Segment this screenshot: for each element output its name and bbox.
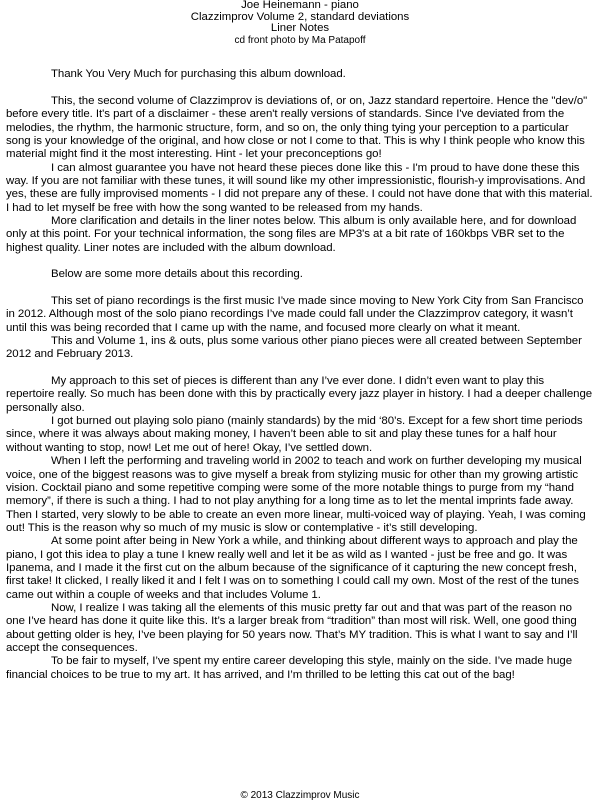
paragraph-thank-you: Thank You Very Much for purchasing this album download.: [51, 68, 346, 81]
paragraph: To be fair to myself, I’ve spent my entire career developing this style, mainly on the side. I’ve made huge financial choices to be true to my art. It has arrived, and I’m thrilled to be letting this cat out of the bag!: [6, 655, 573, 681]
paragraph: This and Volume 1, ins & outs, plus some various other piano pieces were all created between September 2012 and February 2013.: [6, 335, 582, 361]
paragraph: I can almost guarantee you have not heard these pieces done like this - I'm proud to have done these this way. If you are not familiar with these tunes, it will sound like my other impressionistic, flourish-y improvisations. And yes, these are fully improvised moments - I did not prepare any of these. I could not have done that with this material. I had to let myself be free with how the song wanted to be released from my hands.: [6, 161, 593, 214]
liner-notes-title: Liner Notes: [270, 22, 330, 35]
copyright-footer: © 2013 Clazzimprov Music: [240, 790, 360, 801]
paragraph: More clarification and details in the liner notes below. This album is only available here, and for download only at this point. For your technical information, the song files are MP3's at a bit rate of 160kbps VBR set to the highest quality. Liner notes are included with the album download.: [6, 214, 577, 254]
paragraph: Now, I realize I was taking all the elements of this music pretty far out and that was part of the reason no one I’ve heard has done it quite like this. It’s a larger break from “tradition” than most will risk. Well, one good thing about getting older is hey, I’ve been playing for 50 years now. That’s MY tradition. This is what I want to say and I’ll accept the consequences.: [6, 601, 578, 654]
paragraph: When I left the performing and traveling world in 2002 to teach and work on further developing my musical voice, one of the biggest reasons was to give myself a break from stylizing music for other than my growing artistic vision. Cocktail piano and some repetitive comping were some of the more notable things to purge from my “hand memory”, if there is such a thing. I had to not play anything for a long time as to let the mental imprints fade away. Then I started, very slowly to be able to create an even more linear, multi-voiced way of playing. Yeah, I was coming out! This is the reason why so much of my music is slow or contemplative - it’s still developing.: [6, 455, 586, 534]
paragraph-gap: [6, 362, 594, 375]
paragraph: I got burned out playing solo piano (mainly standards) by the mid ‘80’s. Except for a few short time periods since, where it was always about making money, I haven’t been able to sit and play these tunes for a half hour without wanting to stop, now! Let me out of here! Okay, I’ve settled down.: [6, 415, 583, 454]
artist-line: Joe Heinemann - piano: [241, 0, 359, 11]
document-body: [6, 68, 594, 682]
paragraph-gap: [6, 255, 594, 268]
document-header: [6, 0, 594, 46]
paragraph: At some point after being in New York a while, and thinking about different ways to approach and play the piano, I got this idea to play a tune I knew really well and let it be as wild as I wanted - just be free and go. It was Ipanema, and I made it the first cut on the album because of the significance of it capturing the new concept fresh, first take! It clicked, I really liked it and I felt I was on to something I could call my own. Most of the rest of the tunes came out within a couple of weeks and that includes Volume 1.: [6, 535, 579, 601]
paragraph-gap: [6, 282, 594, 295]
photo-credit: cd front photo by Ma Patapoff: [234, 34, 366, 46]
album-title-line: Clazzimprov Volume 2, standard deviations: [190, 10, 410, 23]
paragraph-gap: [6, 82, 594, 95]
paragraph: This, the second volume of Clazzimprov is deviations of, or on, Jazz standard repertoire. Hence the "dev/o" before every title. It's part of a disclaimer - these aren't really versions of standards. Since I've deviated from the melodies, the rhythm, the harmonic structure, form, and so on, the only thing tying your perception to a particular song is your knowledge of the original, and how close or not I come to that. This is why I think people who know this material might find it the most interesting. Hint - let your preconceptions go!: [6, 94, 588, 161]
paragraph: Below are some more details about this recording.: [51, 268, 303, 281]
paragraph: This set of piano recordings is the first music I’ve made since moving to New York City from San Francisco in 2012. Although most of the solo piano recordings I’ve made could fall under the Clazzimprov category, it wasn’t until this was being recorded that I came up with the name, and focused more clearly on what it meant.: [6, 295, 584, 334]
paragraph: My approach to this set of pieces is different than any I’ve ever done. I didn’t even want to play this repertoire really. So much has been done with this by practically every jazz player in history. I had a deeper challenge personally also.: [6, 375, 593, 414]
